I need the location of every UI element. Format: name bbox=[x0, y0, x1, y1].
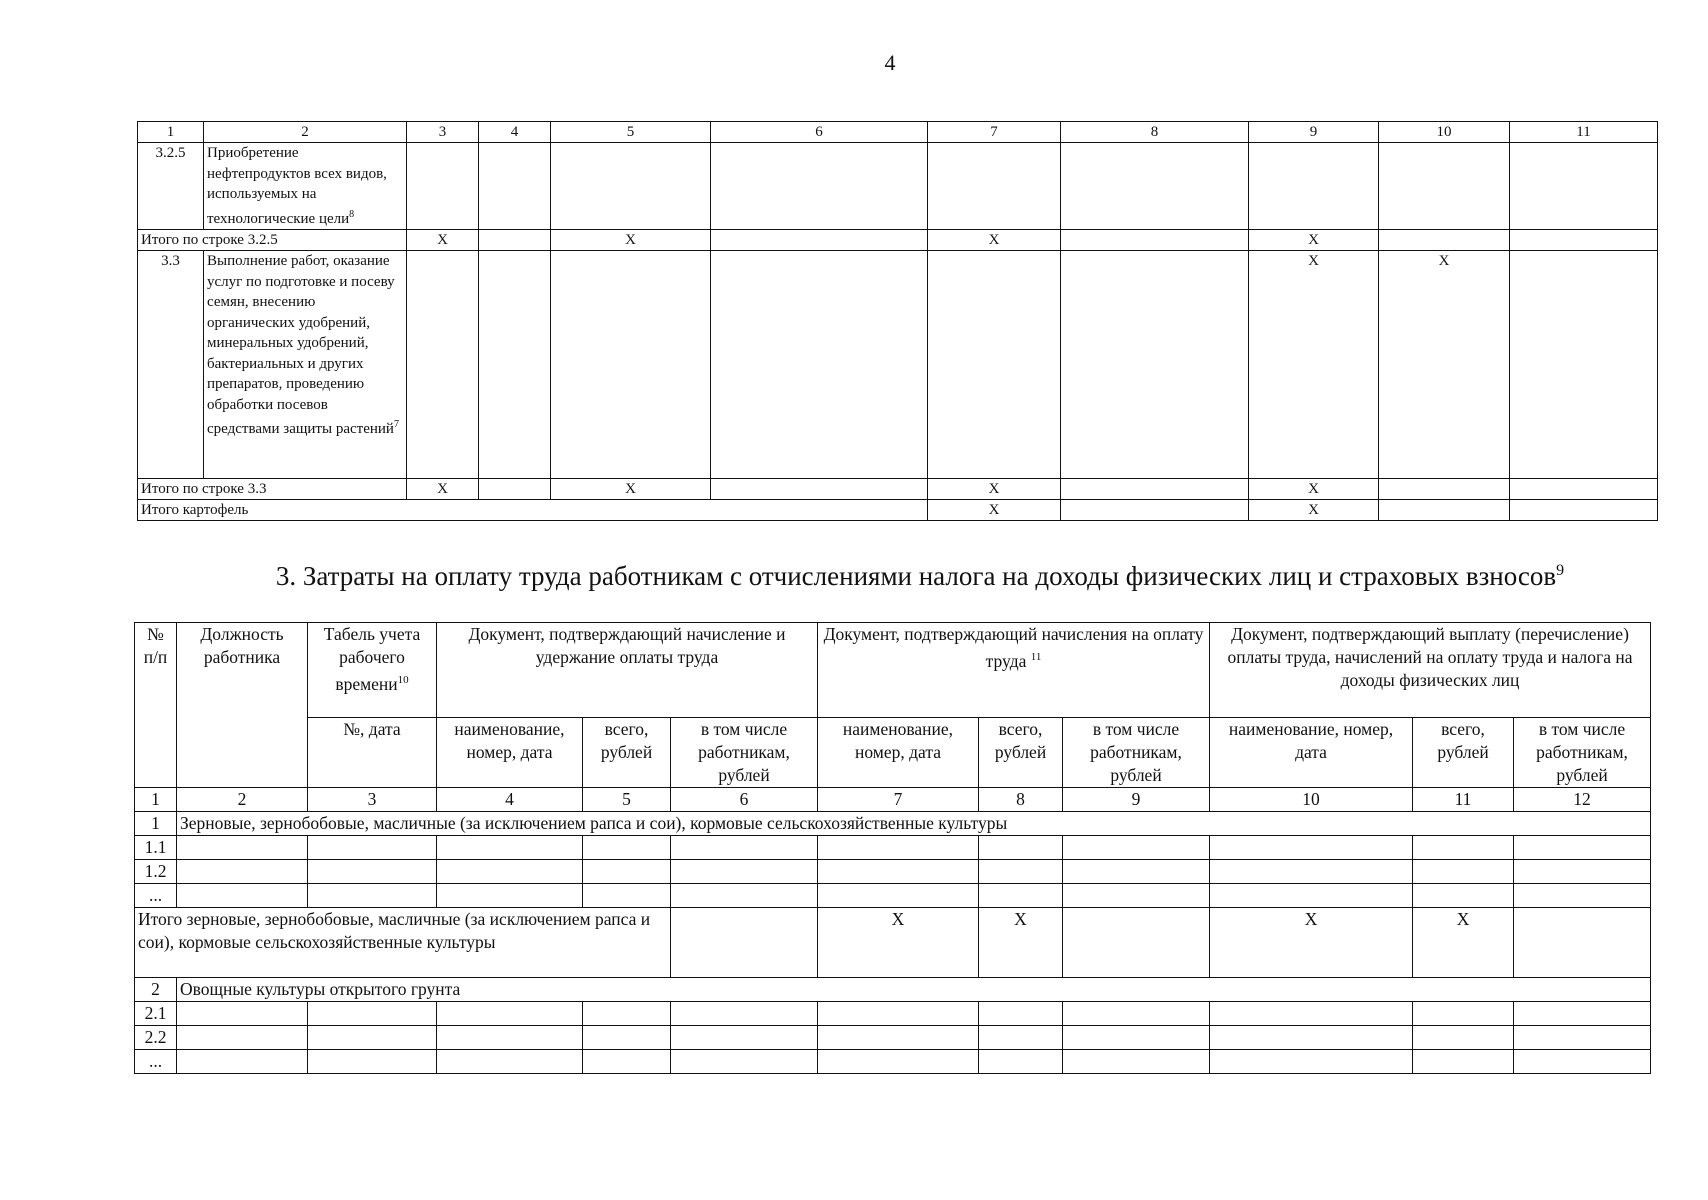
x-mark: X bbox=[818, 908, 979, 978]
x-mark: X bbox=[979, 908, 1063, 978]
header-incl-workers: в том числе работникам, рублей bbox=[1514, 718, 1651, 788]
x-mark: X bbox=[928, 479, 1061, 500]
col-num-6: 6 bbox=[671, 788, 818, 812]
header-doc-charges: Документ, подтверждающий начисления на оплату труда $^{11}$ bbox=[818, 623, 1210, 718]
total-row-3-2-5 bbox=[138, 230, 1658, 251]
total-label: Итого картофель bbox=[138, 500, 928, 521]
col-num-2: 2 bbox=[177, 788, 308, 812]
section-title: 3. Затраты на оплату труда работникам с отчислениями налога на доходы физических лиц и страховых взносов$^9$ bbox=[275, 561, 1565, 591]
total-row-potato bbox=[138, 500, 1658, 521]
labor-cost-table bbox=[134, 622, 1651, 1074]
col-num-8: 8 bbox=[1061, 122, 1249, 143]
table-row bbox=[135, 884, 1651, 908]
row-number: 3.2.5 bbox=[138, 143, 204, 230]
header-total-rub: всего, рублей bbox=[979, 718, 1063, 788]
x-mark: X bbox=[928, 500, 1061, 521]
section-number: 2 bbox=[135, 978, 177, 1002]
col-num-10: 10 bbox=[1379, 122, 1510, 143]
col-num-6: 6 bbox=[711, 122, 928, 143]
x-mark: X bbox=[928, 230, 1061, 251]
header-name-no-date: наименование, номер, дата bbox=[437, 718, 583, 788]
continuation-table bbox=[137, 121, 1658, 521]
col-num-9: 9 bbox=[1063, 788, 1210, 812]
header-name-no-date: наименование, номер, дата bbox=[818, 718, 979, 788]
col-num-1: 1 bbox=[135, 788, 177, 812]
table-row bbox=[135, 860, 1651, 884]
x-mark: X bbox=[1249, 230, 1379, 251]
page-number: 4 bbox=[884, 50, 896, 75]
header-row-2 bbox=[135, 718, 1651, 788]
total-label: Итого по строке 3.2.5 bbox=[138, 230, 407, 251]
col-num-3: 3 bbox=[407, 122, 479, 143]
footnote-ref: 10 bbox=[397, 674, 409, 686]
x-mark: X bbox=[1210, 908, 1413, 978]
col-num-7: 7 bbox=[818, 788, 979, 812]
col-num-8: 8 bbox=[979, 788, 1063, 812]
footnote-ref: 9 bbox=[1556, 562, 1565, 579]
total-row-section-1 bbox=[135, 908, 1651, 978]
header-name-no-date: наименование, номер, дата bbox=[1210, 718, 1413, 788]
col-num-9: 9 bbox=[1249, 122, 1379, 143]
header-row-1 bbox=[135, 623, 1651, 718]
row-3-3 bbox=[138, 251, 1658, 479]
table-row bbox=[135, 1002, 1651, 1026]
table-row bbox=[135, 836, 1651, 860]
row-description: Приобретение нефтепродуктов всех видов, используемых на технологические цели$^8$ bbox=[204, 143, 407, 230]
section-title: Зерновые, зернобобовые, масличные (за исключением рапса и сои), кормовые сельскохозяйственные культуры bbox=[177, 812, 1651, 836]
header-no-date: №, дата bbox=[308, 718, 437, 788]
col-num-5: 5 bbox=[583, 788, 671, 812]
table-row bbox=[135, 1050, 1651, 1074]
col-num-5: 5 bbox=[551, 122, 711, 143]
row-number: 1.2 bbox=[135, 860, 177, 884]
x-mark: X bbox=[1413, 908, 1514, 978]
col-num-12: 12 bbox=[1514, 788, 1651, 812]
header-no: № п/п bbox=[135, 623, 177, 788]
header-position: Должность работника bbox=[177, 623, 308, 788]
column-number-row bbox=[135, 788, 1651, 812]
x-mark: X bbox=[551, 230, 711, 251]
header-total-rub: всего, рублей bbox=[1413, 718, 1514, 788]
col-num-2: 2 bbox=[204, 122, 407, 143]
row-3-2-5 bbox=[138, 143, 1658, 230]
col-num-10: 10 bbox=[1210, 788, 1413, 812]
col-num-1: 1 bbox=[138, 122, 204, 143]
x-mark: X bbox=[1249, 479, 1379, 500]
header-timesheet: Табель учета рабочего времени$^{10}$ bbox=[308, 623, 437, 718]
footnote-ref: 7 bbox=[393, 419, 399, 430]
header-doc-payment: Документ, подтверждающий выплату (перечисление) оплаты труда, начислений на оплату труда и налога на доходы физических лиц bbox=[1210, 623, 1651, 718]
x-mark: X bbox=[407, 479, 479, 500]
section-title: Овощные культуры открытого грунта bbox=[177, 978, 1651, 1002]
footnote-ref: 8 bbox=[349, 208, 355, 220]
col-num-11: 11 bbox=[1413, 788, 1514, 812]
total-row-3-3 bbox=[138, 479, 1658, 500]
row-number: ... bbox=[135, 884, 177, 908]
col-num-11: 11 bbox=[1510, 122, 1658, 143]
col-num-4: 4 bbox=[479, 122, 551, 143]
section-1-row bbox=[135, 812, 1651, 836]
row-number: 2.1 bbox=[135, 1002, 177, 1026]
row-description: Выполнение работ, оказание услуг по подготовке и посеву семян, внесению органических удобрений, минеральных удобрений, бактериальных и других препаратов, проведению обработки посевов средствами защиты растений$^7$ bbox=[204, 251, 407, 479]
col-num-3: 3 bbox=[308, 788, 437, 812]
row-number: 1.1 bbox=[135, 836, 177, 860]
header-incl-workers: в том числе работникам, рублей bbox=[1063, 718, 1210, 788]
row-number: 2.2 bbox=[135, 1026, 177, 1050]
x-mark: X bbox=[1379, 251, 1510, 479]
total-label: Итого по строке 3.3 bbox=[138, 479, 407, 500]
col-num-7: 7 bbox=[928, 122, 1061, 143]
x-mark: X bbox=[1249, 251, 1379, 479]
row-number: ... bbox=[135, 1050, 177, 1074]
x-mark: X bbox=[1249, 500, 1379, 521]
x-mark: X bbox=[551, 479, 711, 500]
total-label: Итого зерновые, зернобобовые, масличные (за исключением рапса и сои), кормовые сельскохозяйственные культуры bbox=[135, 908, 671, 978]
header-incl-workers: в том числе работникам, рублей bbox=[671, 718, 818, 788]
x-mark: X bbox=[407, 230, 479, 251]
header-doc-accrual: Документ, подтверждающий начисление и удержание оплаты труда bbox=[437, 623, 818, 718]
column-number-row bbox=[138, 122, 1658, 143]
col-num-4: 4 bbox=[437, 788, 583, 812]
table-row bbox=[135, 1026, 1651, 1050]
row-number: 3.3 bbox=[138, 251, 204, 479]
footnote-ref: 11 bbox=[1030, 651, 1042, 663]
section-2-row bbox=[135, 978, 1651, 1002]
section-number: 1 bbox=[135, 812, 177, 836]
header-total-rub: всего, рублей bbox=[583, 718, 671, 788]
